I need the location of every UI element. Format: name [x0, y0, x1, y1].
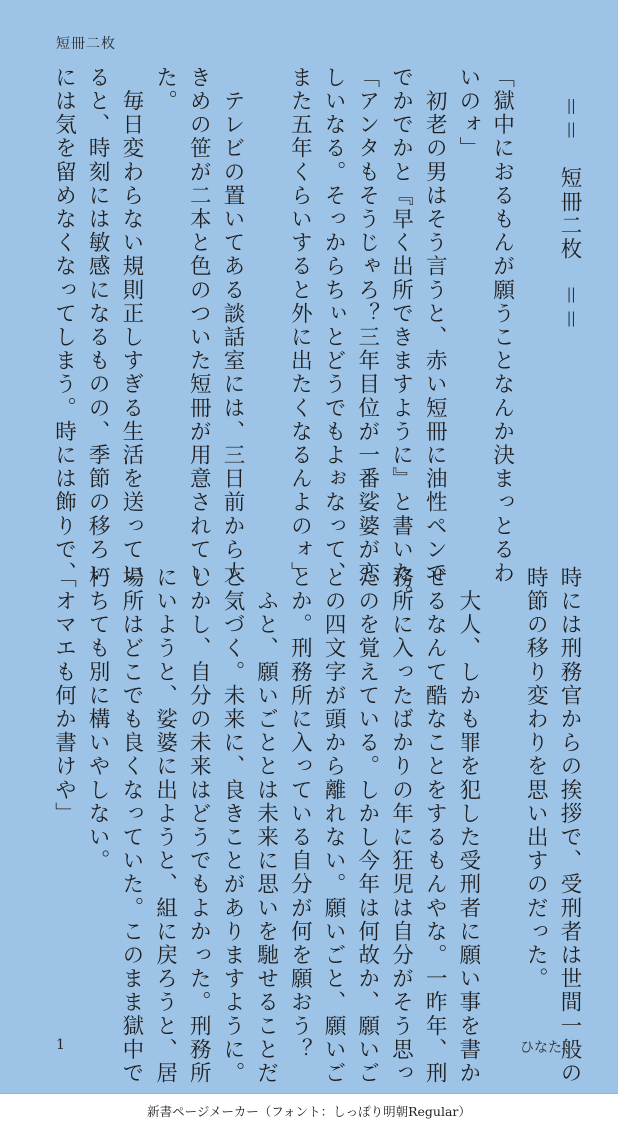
text-line — [519, 66, 553, 546]
upper-text-block — [40, 66, 586, 609]
text-line: また五年くらいすると外に出たくなるんよのォ」 — [287, 66, 313, 586]
text-line — [249, 66, 283, 546]
text-line: テレビの置いてある談話室には、三日前から大 — [219, 66, 245, 586]
generator-caption: 新書ページメーカー（フォント：しっぽり明朝Regular） — [147, 1104, 471, 1119]
text-line: 「オマエも何か書けや」 — [51, 566, 77, 826]
text-line: た。 — [152, 66, 178, 114]
text-line: 務所に入ったばかりの年に狂児は自分がそう思っ — [388, 566, 414, 1086]
text-line: ると、時刻には敏感になるものの、季節の移ろい — [85, 66, 111, 586]
text-line: たのを覚えている。しかし今年は何故か、願いご — [354, 566, 380, 1086]
text-line: きめの笹が二本と色のついた短冊が用意されてい — [186, 66, 212, 586]
text-line: にいようと、娑婆に出ようと、組に戻ろうと、居 — [152, 566, 178, 1086]
text-line — [485, 566, 519, 1046]
text-line: 毎日変わらない規則正しすぎる生活を送ってい — [118, 66, 144, 586]
text-line: せるなんて酷なことをするもんやな。一昨年、刑 — [422, 566, 448, 1086]
text-line: 大人、しかも罪を犯した受刑者に願い事を書か — [455, 566, 481, 1086]
text-line: との四文字が頭から離れない。願いごと、願いご — [321, 566, 347, 1086]
text-line: 朽ちても別に構いやしない。 — [85, 566, 111, 873]
text-line: とか。刑務所に入っている自分が何を願おう？ — [287, 566, 313, 1062]
text-line: いのォ」 — [455, 66, 481, 161]
text-line: しかし、自分の未来はどうでもよかった。刑務所 — [186, 566, 212, 1086]
text-line: 時には刑務官からの挨拶で、受刑者は世間一般の — [557, 566, 582, 1086]
text-line: ふと、願いごととは未来に思いを馳せることだ — [253, 566, 279, 1086]
running-header-title: 短冊二枚 — [56, 36, 116, 52]
text-line: でかでかと『早く出所できますように』と書いた。 — [388, 66, 414, 609]
text-line: ＝＝ 短冊二枚 ＝＝ — [557, 96, 582, 332]
text-line: しいなる。そっからちぃとどうでもよぉなって、 — [321, 66, 347, 586]
text-line: 「獄中におるもんが願うことなんか決まっとるわ — [489, 66, 515, 586]
text-line: と気づく。未来に、良きことがありますように。 — [219, 566, 245, 1086]
text-line: 場所はどこでも良くなっていた。このまま獄中で — [118, 566, 144, 1086]
text-line: 「アンタもそうじゃろ？三年目位が一番娑婆が恋 — [354, 66, 380, 586]
page-number: 1 — [56, 1037, 65, 1053]
text-line: 初老の男はそう言うと、赤い短冊に油性ペンで — [422, 66, 448, 586]
author-name: ひなた — [520, 1040, 562, 1056]
text-line: には気を留めなくなってしまう。時には飾りで、 — [51, 66, 77, 586]
text-line: 時節の移り変わりを思い出すのだった。 — [523, 566, 549, 991]
